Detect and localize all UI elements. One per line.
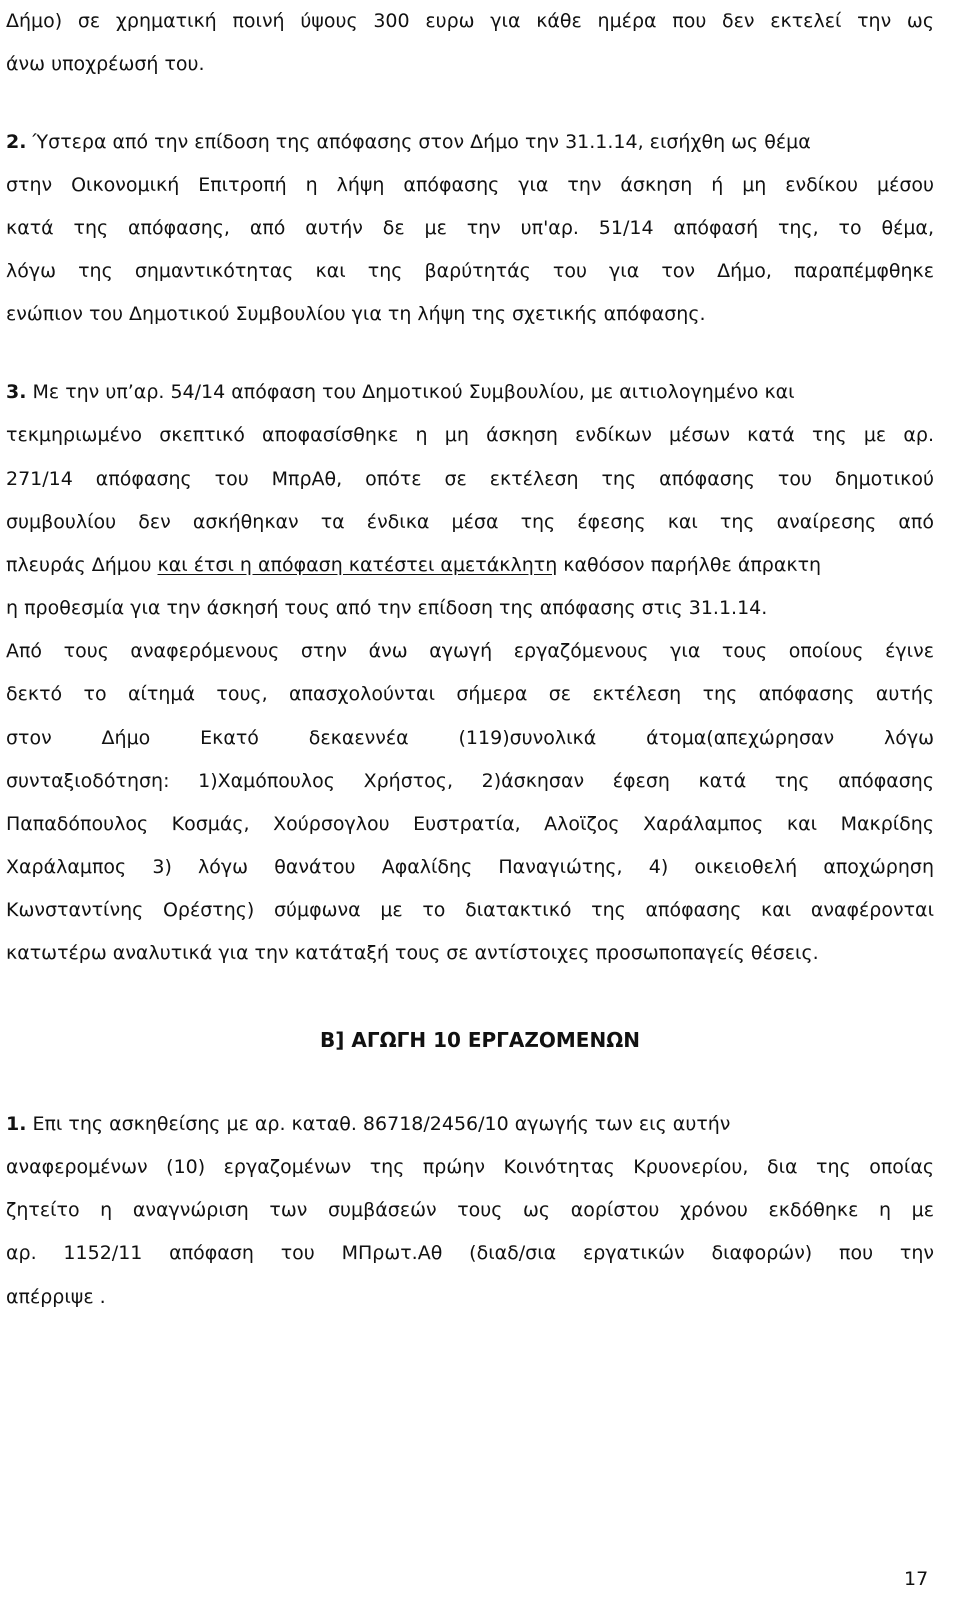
text-line: Δήμο) σε χρηματική ποινή ύψους 300 ευρω για κάθε ημέρα που δεν εκτελεί την ως <box>6 10 934 32</box>
text-line: Από τους αναφερόμενους στην άνω αγωγή εργαζόμενους για τους οποίους έγινε <box>6 640 934 662</box>
text-line: δεκτό το αίτημά τους, απασχολούνται σήμερα σε εκτέλεση της απόφασης αυτής <box>6 683 934 705</box>
text-line: αναφερομένων (10) εργαζομένων της πρώην Κοινότητας Κρυονερίου, δια της οποίας <box>6 1156 934 1178</box>
text-line: ζητείτο η αναγνώριση των συμβάσεών τους ως αορίστου χρόνου εκδόθηκε η με <box>6 1199 934 1221</box>
text-span: καθόσον παρήλθε άπρακτη <box>557 554 822 576</box>
text-line: Κωνσταντίνης Ορέστης) σύμφωνα με το διατακτικό της απόφασης και αναφέρονται <box>6 899 934 921</box>
text-line: λόγω της σημαντικότητας και της βαρύτητάς του για τον Δήμο, παραπέμφθηκε <box>6 260 934 282</box>
item-number: 2. <box>6 131 27 153</box>
text-line: συνταξιοδότηση: 1)Χαμόπουλος Χρήστος, 2)άσκησαν έφεση κατά της απόφασης <box>6 770 934 792</box>
text-span: πλευράς Δήμου <box>6 554 158 576</box>
paragraph-b1-first-line <box>6 1111 934 1137</box>
text-line: κατωτέρω αναλυτικά για την κατάταξή τους σε αντίστοιχες προσωποπαγείς θέσεις. <box>6 942 819 964</box>
text-line: αρ. 1152/11 απόφαση του ΜΠρωτ.Αθ (διαδ/σια εργατικών διαφορών) που την <box>6 1242 934 1264</box>
text-line: στον Δήμο Εκατό δεκαεννέα (119)συνολικά άτομα(απεχώρησαν λόγω <box>6 727 934 749</box>
text-line: ενώπιον του Δημοτικού Συμβουλίου για τη λήψη της σχετικής απόφασης. <box>6 303 706 325</box>
text-line: συμβουλίου δεν ασκήθηκαν τα ένδικα μέσα της έφεσης και της αναίρεσης από <box>6 511 934 533</box>
text-line: άνω υποχρέωσή του. <box>6 53 205 75</box>
text-line: απέρριψε . <box>6 1286 106 1308</box>
text-line: τεκμηριωμένο σκεπτικό αποφασίσθηκε η μη άσκηση ενδίκων μέσων κατά της με αρ. <box>6 424 934 446</box>
text-span: Επι της ασκηθείσης με αρ. καταθ. 86718/2456/10 αγωγής των εις αυτήν <box>26 1113 731 1135</box>
text-line: κατά της απόφασης, από αυτήν δε με την υπ'αρ. 51/14 απόφασή της, το θέμα, <box>6 217 934 239</box>
text-line: 271/14 απόφασης του ΜπρΑθ, οπότε σε εκτέλεση της απόφασης του δημοτικού <box>6 468 934 490</box>
paragraph-3-first-line <box>6 379 934 405</box>
text-span: Με την υπ’αρ. 54/14 απόφαση του Δημοτικού Συμβουλίου, με αιτιολογημένο και <box>26 381 795 403</box>
paragraph-2-first-line <box>6 129 934 155</box>
page-number: 17 <box>904 1568 929 1590</box>
text-line: Παπαδόπουλος Κοσμάς, Χούρσογλου Ευστρατία, Αλοϊζος Χαράλαμπος και Μακρίδης <box>6 813 934 835</box>
underlined-text: και έτσι η απόφαση κατέστει αμετάκλητη <box>157 554 558 576</box>
section-heading: Β] ΑΓΩΓΗ 10 ΕΡΓΑΖΟΜΕΝΩΝ <box>320 1028 640 1052</box>
text-line: η προθεσμία για την άσκησή τους από την επίδοση της απόφασης στις 31.1.14. <box>6 597 768 619</box>
text-line: Χαράλαμπος 3) λόγω θανάτου Αφαλίδης Παναγιώτης, 4) οικειοθελή αποχώρηση <box>6 856 934 878</box>
text-span: Ύστερα από την επίδοση της απόφασης στον Δήμο την 31.1.14, εισήχθη ως θέμα <box>26 131 811 153</box>
text-line: στην Οικονομική Επιτροπή η λήψη απόφασης για την άσκηση ή μη ενδίκου μέσου <box>6 174 934 196</box>
text-line-with-underline <box>6 552 934 578</box>
item-number: 1. <box>6 1113 27 1135</box>
item-number: 3. <box>6 381 27 403</box>
